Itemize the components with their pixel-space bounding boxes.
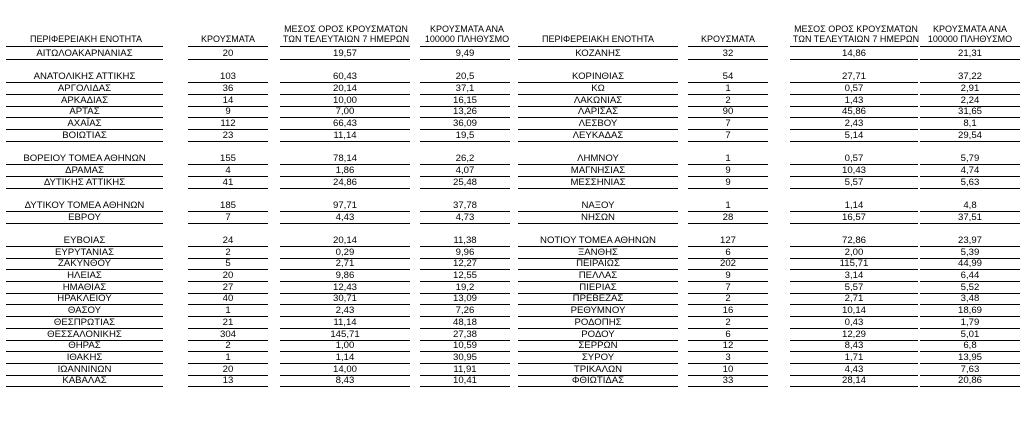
cell-per: 37,22 [957, 71, 982, 83]
cell-per: 10,41 [452, 375, 477, 387]
cell-per: 36,09 [452, 118, 477, 130]
cell-per: 9,49 [455, 48, 475, 59]
cell-avg: 16,57 [841, 211, 866, 223]
cell-avg: 10,00 [332, 94, 357, 106]
cell-avg: 12,43 [332, 281, 357, 293]
cell-name: ΚΩ [591, 83, 605, 95]
cell-cases: 24 [222, 235, 234, 246]
cell-per: 20,86 [957, 375, 982, 387]
cell-per: 9,96 [455, 246, 475, 258]
table-row [512, 364, 1024, 376]
cell-avg: 1,71 [844, 351, 864, 363]
cell-per: 21,31 [957, 48, 982, 59]
cell-name: ΑΡΓΟΛΙΔΑΣ [57, 83, 112, 95]
cell-per: 26,2 [455, 153, 475, 165]
cell-name: ΠΕΙΡΑΙΩΣ [576, 258, 620, 270]
cell-underline [920, 386, 1020, 387]
cell-cases: 9 [725, 176, 731, 188]
cell-avg: 1,86 [335, 164, 355, 176]
cell-cases: 1 [725, 83, 731, 95]
cell-cases: 28 [722, 211, 734, 223]
cell-cases: 21 [222, 316, 234, 328]
cell-avg: 30,71 [332, 293, 357, 305]
cell-avg: 14,86 [841, 48, 866, 59]
cell-cases: 5 [225, 258, 231, 270]
cell-per: 5,63 [960, 176, 980, 188]
cell-cases: 6 [725, 328, 731, 340]
cell-avg: 20,14 [332, 235, 357, 246]
cell-avg: 11,14 [333, 129, 357, 141]
cell-name: ΘΑΣΟΥ [67, 305, 102, 317]
cell-per: 44,99 [957, 258, 982, 270]
cell-underline [6, 386, 163, 387]
cell-name: ΕΥΡΥΤΑΝΙΑΣ [54, 246, 115, 258]
cell-name: ΑΧΑΪΑΣ [67, 118, 102, 130]
table-row [512, 48, 1024, 60]
header-cases: ΚΡΟΥΣΜΑΤΑ [201, 34, 255, 44]
table-row [0, 329, 512, 341]
table-row [512, 282, 1024, 294]
table-row [0, 118, 512, 130]
header-divider [688, 46, 768, 47]
header-per100k: ΚΡΟΥΣΜΑΤΑ ΑΝΑ 100000 ΠΛΗΘΥΣΜΟ [927, 24, 1013, 44]
cell-cases: 2 [225, 340, 231, 352]
cell-name: ΑΡΚΑΔΙΑΣ [61, 94, 108, 106]
cell-name: ΒΟΙΩΤΙΑΣ [62, 129, 107, 141]
cell-cases: 10 [722, 363, 734, 375]
table-row [0, 83, 512, 95]
cell-cases: 20 [222, 48, 234, 59]
cell-avg: 72,86 [841, 235, 866, 246]
cell-name: ΗΡΑΚΛΕΙΟΥ [57, 293, 112, 305]
cell-avg: 97,71 [332, 199, 357, 211]
cell-name: ΗΛΕΙΑΣ [67, 270, 102, 282]
table-row [0, 130, 512, 142]
header-divider [280, 46, 410, 47]
table-row [512, 235, 1024, 247]
cell-avg: 7,00 [335, 106, 355, 118]
cell-name: ΒΟΡΕΙΟΥ ΤΟΜΕΑ ΑΘΗΝΩΝ [23, 153, 146, 165]
cell-name: ΣΥΡΟΥ [581, 351, 615, 363]
table-row [0, 270, 512, 282]
cell-per: 12,55 [452, 270, 477, 282]
cell-cases: 41 [222, 176, 234, 188]
cell-name: ΜΑΓΝΗΣΙΑΣ [570, 164, 626, 176]
cell-per: 6,8 [963, 340, 977, 352]
cell-per: 23,97 [957, 235, 982, 246]
table-row [512, 212, 1024, 224]
table-row [0, 177, 512, 189]
cell-cases: 2 [725, 94, 731, 106]
table-body-right [512, 48, 1024, 387]
table-row [0, 48, 512, 60]
cell-avg: 0,57 [844, 153, 864, 165]
cell-avg: 10,43 [841, 164, 866, 176]
cell-cases: 1 [725, 199, 731, 211]
cell-cases: 304 [219, 328, 236, 340]
cell-cases: 27 [222, 281, 234, 293]
spacer-row [0, 60, 512, 72]
cell-cases: 23 [222, 129, 234, 141]
cell-cases: 2 [225, 246, 231, 258]
table-row [512, 177, 1024, 189]
cell-per: 2,91 [960, 83, 980, 95]
cell-cases: 103 [219, 71, 236, 83]
header-region: ΠΕΡΙΦΕΡΕΙΑΚΗ ΕΝΟΤΗΤΑ [29, 34, 143, 44]
cell-name: ΕΒΡΟΥ [68, 211, 101, 223]
cell-per: 11,38 [453, 235, 477, 246]
cell-avg: 11,14 [333, 316, 357, 328]
cell-cases: 32 [722, 48, 734, 59]
table-row [512, 352, 1024, 364]
cell-avg: 9,86 [335, 270, 355, 282]
table-row [512, 118, 1024, 130]
cell-name: ΣΕΡΡΩΝ [578, 340, 618, 352]
cell-cases: 1 [725, 153, 731, 165]
table-body-left [0, 48, 512, 387]
cell-per: 7,63 [960, 363, 980, 375]
cell-name: ΡΟΔΟΥ [581, 328, 615, 340]
cell-cases: 90 [722, 106, 734, 118]
cell-cases: 2 [725, 316, 731, 328]
table-row [512, 329, 1024, 341]
spacer-row [512, 223, 1024, 235]
cell-per: 3,48 [960, 293, 980, 305]
cell-per: 25,48 [452, 176, 477, 188]
header-divider [790, 46, 918, 47]
cell-cases: 202 [719, 258, 736, 270]
cell-avg: 1,14 [844, 199, 864, 211]
table-row [512, 270, 1024, 282]
cell-avg: 1,43 [844, 94, 864, 106]
cell-name: ΙΘΑΚΗΣ [66, 351, 103, 363]
cell-underline [518, 386, 678, 387]
table-row [512, 165, 1024, 177]
cell-cases: 13 [222, 375, 234, 387]
cell-name: ΛΕΥΚΑΔΑΣ [572, 129, 624, 141]
table-row [0, 212, 512, 224]
cell-cases: 7 [725, 281, 731, 293]
cell-per: 31,65 [957, 106, 982, 118]
table-row [512, 293, 1024, 305]
cell-cases: 2 [725, 293, 731, 305]
table-row [0, 305, 512, 317]
cell-per: 5,39 [960, 246, 980, 258]
cell-per: 20,5 [455, 71, 475, 83]
cell-cases: 1 [225, 305, 231, 317]
cell-per: 10,59 [452, 340, 477, 352]
header-avg7: ΜΕΣΟΣ ΟΡΟΣ ΚΡΟΥΣΜΑΤΩΝ ΤΩΝ ΤΕΛΕΥΤΑΙΩΝ 7 ΗΜΕΡΩΝ [792, 24, 920, 44]
cell-avg: 10,14 [841, 305, 866, 317]
cell-underline [688, 386, 768, 387]
cell-avg: 2,00 [844, 246, 864, 258]
cell-name: ΦΘΙΩΤΙΔΑΣ [571, 375, 625, 387]
cell-cases: 112 [220, 118, 236, 130]
table-right-half [512, 0, 1024, 439]
cell-cases: 20 [222, 363, 234, 375]
table-row [0, 153, 512, 165]
cell-cases: 1 [225, 351, 231, 363]
cell-cases: 12 [722, 340, 734, 352]
cell-cases: 36 [222, 83, 234, 95]
cell-name: ΛΗΜΝΟΥ [577, 153, 619, 165]
cell-cases: 185 [219, 199, 236, 211]
cell-per: 5,01 [960, 328, 980, 340]
cell-name: ΑΙΤΩΛΟΑΚΑΡΝΑΝΙΑΣ [36, 48, 133, 59]
cell-per: 4,73 [455, 211, 475, 223]
cell-per: 4,8 [963, 199, 977, 211]
cell-cases: 4 [225, 164, 231, 176]
cell-per: 18,69 [957, 305, 982, 317]
cell-name: ΗΜΑΘΙΑΣ [62, 281, 107, 293]
cell-name: ΠΕΛΛΑΣ [578, 270, 618, 282]
cell-avg: 12,29 [841, 328, 866, 340]
cell-avg: 5,57 [844, 176, 864, 188]
cell-avg: 28,14 [841, 375, 866, 387]
cell-per: 13,09 [452, 293, 477, 305]
cell-cases: 9 [725, 270, 731, 282]
cell-avg: 0,43 [844, 316, 864, 328]
cell-name: ΚΟΡΙΝΘΙΑΣ [571, 71, 625, 83]
cell-per: 29,54 [957, 129, 982, 141]
table-row [512, 258, 1024, 270]
cell-name: ΝΟΤΙΟΥ ΤΟΜΕΑ ΑΘΗΝΩΝ [540, 235, 656, 246]
cell-underline [188, 386, 268, 387]
table-row [0, 106, 512, 118]
table-row [0, 165, 512, 177]
cell-name: ΙΩΑΝΝΙΝΩΝ [57, 363, 112, 375]
header-avg7: ΜΕΣΟΣ ΟΡΟΣ ΚΡΟΥΣΜΑΤΩΝ ΤΩΝ ΤΕΛΕΥΤΑΙΩΝ 7 ΗΜΕΡΩΝ [282, 24, 410, 44]
cell-per: 13,26 [452, 106, 477, 118]
cell-name: ΠΙΕΡΙΑΣ [579, 281, 617, 293]
cell-per: 30,95 [452, 351, 477, 363]
cell-name: ΘΗΡΑΣ [68, 340, 101, 352]
cell-name: ΛΑΡΙΣΑΣ [577, 106, 619, 118]
cell-avg: 8,43 [335, 375, 355, 387]
cell-underline [790, 386, 918, 387]
cell-avg: 2,71 [335, 258, 355, 270]
spacer-row [0, 223, 512, 235]
table-row [0, 282, 512, 294]
table-row [512, 106, 1024, 118]
cell-avg: 5,14 [844, 129, 864, 141]
cell-avg: 60,43 [332, 71, 357, 83]
cell-per: 19,2 [455, 281, 475, 293]
spacer-row [0, 188, 512, 200]
spacer-row [512, 142, 1024, 154]
cell-cases: 16 [722, 305, 734, 317]
table-row [0, 352, 512, 364]
cell-avg: 115,71 [839, 258, 869, 270]
cell-name: ΛΕΣΒΟΥ [578, 118, 618, 130]
header-region: ΠΕΡΙΦΕΡΕΙΑΚΗ ΕΝΟΤΗΤΑ [541, 34, 655, 44]
table-row [512, 200, 1024, 212]
cell-cases: 127 [719, 235, 736, 246]
cell-avg: 66,43 [332, 118, 357, 130]
cell-cases: 7 [725, 129, 731, 141]
cell-avg: 78,14 [332, 153, 357, 165]
cell-avg: 27,71 [841, 71, 866, 83]
spacer-row [0, 142, 512, 154]
header-divider [518, 46, 678, 47]
table-row [0, 340, 512, 352]
cell-name: ΔΥΤΙΚΟΥ ΤΟΜΕΑ ΑΘΗΝΩΝ [24, 199, 145, 211]
cell-name: ΘΕΣΣΑΛΟΝΙΚΗΣ [47, 328, 122, 340]
cell-cases: 33 [722, 375, 734, 387]
spacer-row [512, 60, 1024, 72]
cell-per: 5,79 [960, 153, 980, 165]
cell-avg: 2,43 [844, 118, 864, 130]
cell-per: 48,18 [452, 316, 477, 328]
header-cases: ΚΡΟΥΣΜΑΤΑ [701, 34, 755, 44]
cell-per: 37,78 [452, 199, 477, 211]
cell-avg: 8,43 [844, 340, 864, 352]
table-row [0, 317, 512, 329]
header-divider [188, 46, 268, 47]
cell-avg: 19,57 [332, 48, 357, 59]
cell-name: ΘΕΣΠΡΩΤΙΑΣ [53, 316, 116, 328]
cell-name: ΞΑΝΘΗΣ [578, 246, 618, 258]
cell-per: 19,5 [455, 129, 475, 141]
cell-per: 5,52 [960, 281, 980, 293]
cell-cases: 14 [222, 94, 234, 106]
table-row [512, 340, 1024, 352]
table-row [512, 305, 1024, 317]
cell-underline [280, 386, 410, 387]
table-row [512, 317, 1024, 329]
cell-per: 4,74 [960, 164, 980, 176]
cell-name: ΚΟΖΑΝΗΣ [575, 48, 621, 59]
cell-name: ΖΑΚΥΝΘΟΥ [58, 258, 111, 270]
cell-name: ΠΡΕΒΕΖΑΣ [572, 293, 624, 305]
table-row [0, 293, 512, 305]
cell-per: 7,26 [455, 305, 475, 317]
cell-avg: 1,00 [335, 340, 355, 352]
table-row [512, 153, 1024, 165]
cell-per: 16,15 [452, 94, 477, 106]
cell-per: 27,38 [452, 328, 477, 340]
cell-cases: 6 [725, 246, 731, 258]
cell-name: ΝΗΣΩΝ [581, 211, 615, 223]
table-row [512, 375, 1024, 387]
cell-avg: 5,57 [844, 281, 864, 293]
spacer-row [512, 188, 1024, 200]
cell-name: ΜΕΣΣΗΝΙΑΣ [570, 176, 626, 188]
cell-name: ΝΑΞΟΥ [581, 199, 615, 211]
cell-per: 1,79 [960, 316, 980, 328]
table-row [0, 247, 512, 259]
table-row [512, 247, 1024, 259]
cell-per: 37,51 [957, 211, 982, 223]
cell-per: 2,24 [960, 94, 980, 106]
cell-avg: 3,14 [844, 270, 864, 282]
table-row [0, 258, 512, 270]
header-divider [6, 46, 163, 47]
table-row [512, 130, 1024, 142]
table-row [0, 364, 512, 376]
table-row [0, 95, 512, 107]
cell-per: 4,07 [455, 164, 475, 176]
header-divider [420, 46, 510, 47]
cell-cases: 54 [722, 71, 734, 83]
cell-per: 37,1 [455, 83, 475, 95]
cell-name: ΡΟΔΟΠΗΣ [574, 316, 622, 328]
cell-avg: 24,86 [332, 176, 357, 188]
table-row [0, 375, 512, 387]
table-row [0, 235, 512, 247]
cell-cases: 7 [225, 211, 231, 223]
cell-cases: 40 [222, 293, 234, 305]
cell-avg: 45,86 [841, 106, 866, 118]
cell-cases: 9 [725, 164, 731, 176]
cell-name: ΔΥΤΙΚΗΣ ΑΤΤΙΚΗΣ [43, 176, 126, 188]
cell-per: 6,44 [960, 270, 980, 282]
cell-underline [420, 386, 510, 387]
cell-avg: 0,57 [844, 83, 864, 95]
cell-name: ΕΥΒΟΙΑΣ [63, 235, 106, 246]
header-per100k: ΚΡΟΥΣΜΑΤΑ ΑΝΑ 100000 ΠΛΗΘΥΣΜΟ [424, 24, 510, 44]
cell-cases: 9 [225, 106, 231, 118]
cell-avg: 145,71 [330, 328, 360, 340]
cell-cases: 155 [219, 153, 236, 165]
cell-avg: 4,43 [844, 363, 864, 375]
cell-per: 8,1 [963, 118, 977, 130]
table-row [512, 83, 1024, 95]
cell-name: ΚΑΒΑΛΑΣ [62, 375, 107, 387]
cell-name: ΑΝΑΤΟΛΙΚΗΣ ΑΤΤΙΚΗΣ [33, 71, 136, 83]
cell-name: ΑΡΤΑΣ [69, 106, 100, 118]
cell-name: ΤΡΙΚΑΛΩΝ [573, 363, 623, 375]
cell-name: ΛΑΚΩΝΙΑΣ [573, 94, 623, 106]
table-row [512, 95, 1024, 107]
table-row [0, 200, 512, 212]
table-row [0, 71, 512, 83]
cell-cases: 3 [725, 351, 731, 363]
table-row [512, 71, 1024, 83]
header-divider [920, 46, 1020, 47]
cell-per: 12,27 [452, 258, 477, 270]
cell-avg: 4,43 [335, 211, 355, 223]
cell-name: ΔΡΑΜΑΣ [65, 164, 104, 176]
cell-avg: 0,29 [335, 246, 355, 258]
cell-cases: 7 [725, 118, 731, 130]
cell-avg: 1,14 [335, 351, 355, 363]
cell-avg: 2,71 [844, 293, 864, 305]
cell-per: 13,95 [957, 351, 982, 363]
cell-per: 11,91 [453, 363, 477, 375]
cell-name: ΡΕΘΥΜΝΟΥ [570, 305, 626, 317]
cell-avg: 2,43 [335, 305, 355, 317]
cell-avg: 20,14 [332, 83, 357, 95]
cell-avg: 14,00 [332, 363, 357, 375]
cell-cases: 20 [222, 270, 234, 282]
